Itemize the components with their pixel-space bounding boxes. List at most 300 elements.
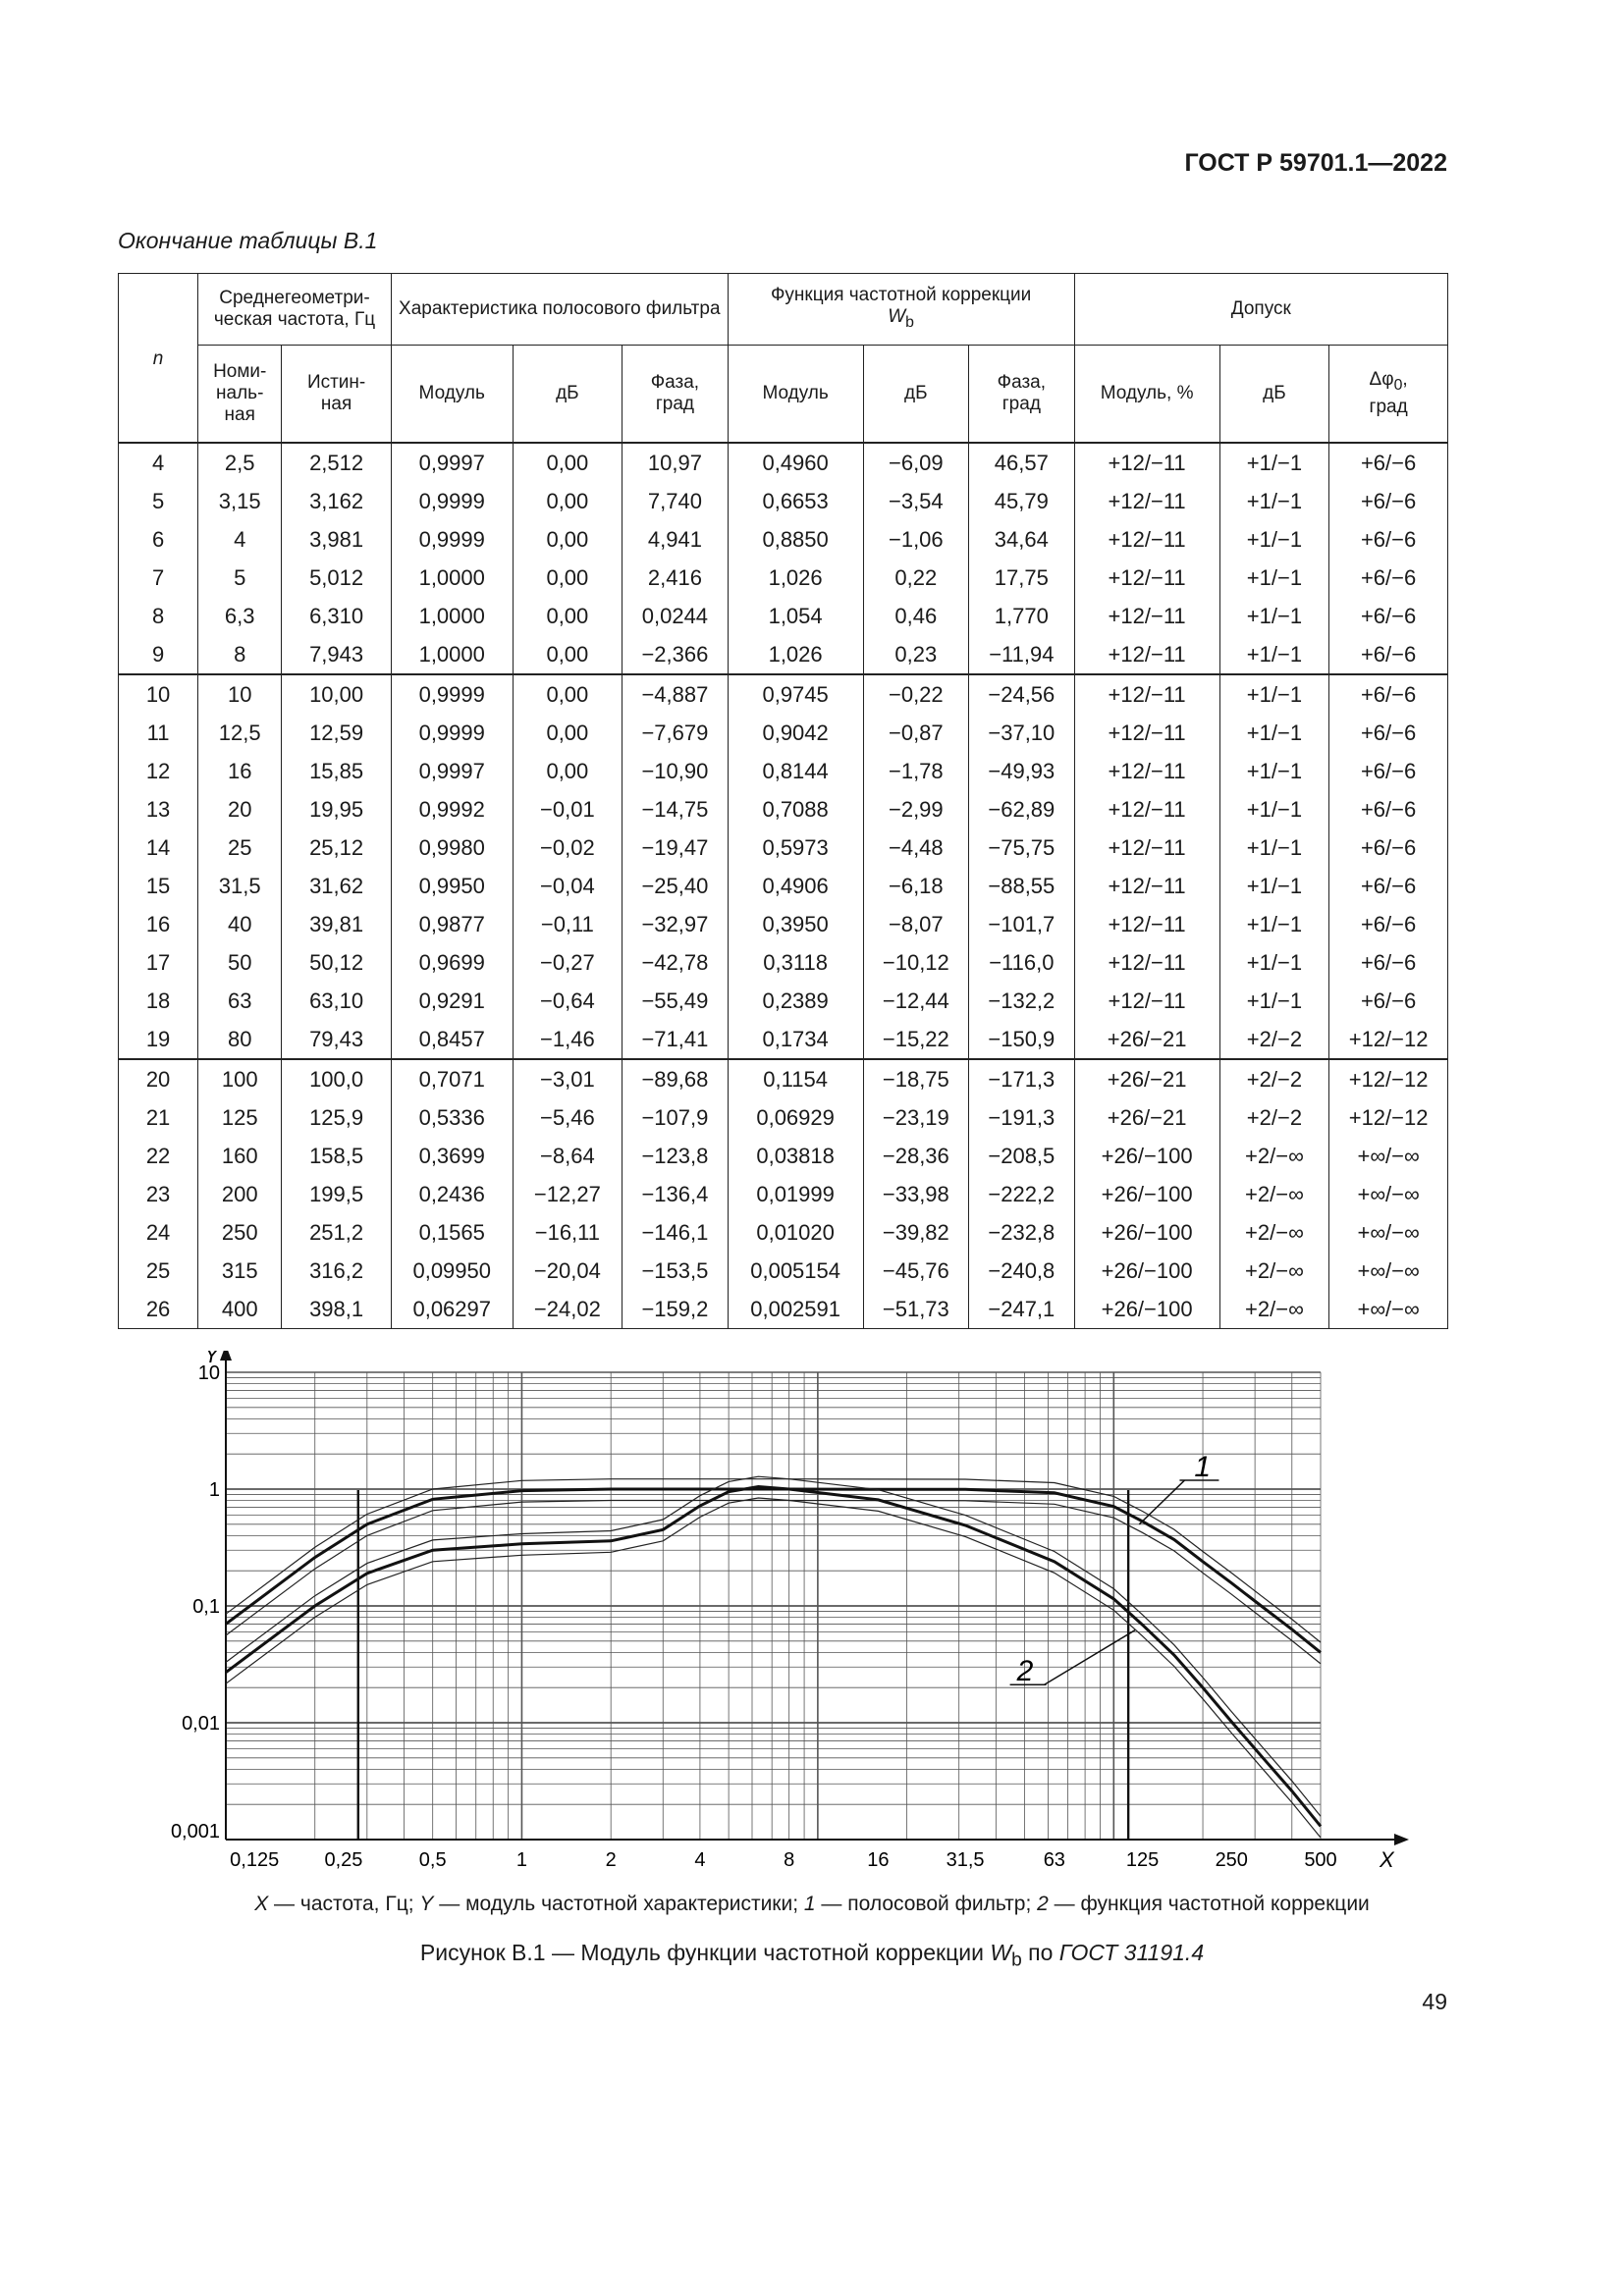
table-cell: −132,2 bbox=[969, 982, 1075, 1020]
table-cell: −42,78 bbox=[623, 943, 729, 982]
figure-caption: Рисунок В.1 — Модуль функции частотной коррекции $W_b$ по ГОСТ 31191.4 bbox=[419, 1940, 1205, 1971]
header-tol-modulus: Модуль, % bbox=[1074, 346, 1219, 444]
header-true: Истин- ная bbox=[282, 346, 392, 444]
figure-legend: X — частота, Гц; Y — модуль частотной характеристики; 1 — полосовой фильтр; 2 — функция частотной коррекции bbox=[254, 1893, 1370, 1915]
table-cell: 26 bbox=[119, 1290, 198, 1329]
table-cell: 0,00 bbox=[513, 597, 623, 635]
table-cell: −8,64 bbox=[513, 1137, 623, 1175]
table-cell: −49,93 bbox=[969, 752, 1075, 790]
table-cell: 0,3699 bbox=[391, 1137, 513, 1175]
table-cell: +1/−1 bbox=[1219, 982, 1329, 1020]
table-cell: 12,5 bbox=[198, 714, 282, 752]
table-cell: 22 bbox=[119, 1137, 198, 1175]
table-cell: 0,8850 bbox=[728, 520, 863, 559]
table-caption: Окончание таблицы В.1 bbox=[118, 228, 378, 253]
table-cell: 100 bbox=[198, 1059, 282, 1098]
header-wb-phase: Фаза, град bbox=[969, 346, 1075, 444]
table-cell: 0,00 bbox=[513, 482, 623, 520]
table-cell: +6/−6 bbox=[1329, 482, 1448, 520]
table-cell: 15,85 bbox=[282, 752, 392, 790]
table-row bbox=[119, 867, 1448, 905]
table-cell: −2,366 bbox=[623, 635, 729, 674]
table-cell: −116,0 bbox=[969, 943, 1075, 982]
table-cell: +12/−11 bbox=[1074, 905, 1219, 943]
x-tick-label: 0,25 bbox=[324, 1849, 363, 1871]
table-cell: 31,62 bbox=[282, 867, 392, 905]
table-cell: −0,87 bbox=[863, 714, 969, 752]
table-cell: 4 bbox=[119, 443, 198, 482]
table-row bbox=[119, 905, 1448, 943]
table-cell: −19,47 bbox=[623, 828, 729, 867]
table-cell: 0,00 bbox=[513, 443, 623, 482]
header-band-modulus: Модуль bbox=[391, 346, 513, 444]
table-cell: 45,79 bbox=[969, 482, 1075, 520]
table-cell: 79,43 bbox=[282, 1020, 392, 1059]
header-bandpass-group: Характеристика полосового фильтра bbox=[391, 274, 728, 346]
table-cell: 31,5 bbox=[198, 867, 282, 905]
table-cell: 0,03818 bbox=[728, 1137, 863, 1175]
table-cell: +26/−21 bbox=[1074, 1059, 1219, 1098]
header-wb-modulus: Модуль bbox=[728, 346, 863, 444]
series-2-lower bbox=[226, 1498, 1321, 1838]
series-1-upper bbox=[226, 1479, 1321, 1642]
table-cell: −1,46 bbox=[513, 1020, 623, 1059]
table-cell: +26/−100 bbox=[1074, 1252, 1219, 1290]
table-cell: +26/−100 bbox=[1074, 1290, 1219, 1329]
table-cell: +1/−1 bbox=[1219, 482, 1329, 520]
table-cell: 50 bbox=[198, 943, 282, 982]
table-cell: +2/−2 bbox=[1219, 1098, 1329, 1137]
header-wb-group: Функция частотной коррекции $W_b$ bbox=[728, 274, 1074, 346]
table-row bbox=[119, 674, 1448, 714]
table-cell: +2/−∞ bbox=[1219, 1290, 1329, 1329]
table-row bbox=[119, 714, 1448, 752]
table-cell: 0,00 bbox=[513, 635, 623, 674]
table-cell: 250 bbox=[198, 1213, 282, 1252]
table-cell: −0,01 bbox=[513, 790, 623, 828]
table-cell: +26/−100 bbox=[1074, 1213, 1219, 1252]
table-cell: 0,9999 bbox=[391, 714, 513, 752]
table-cell: 24 bbox=[119, 1213, 198, 1252]
table-cell: 1,026 bbox=[728, 559, 863, 597]
table-row bbox=[119, 828, 1448, 867]
table-cell: 0,06929 bbox=[728, 1098, 863, 1137]
table-cell: 1,0000 bbox=[391, 635, 513, 674]
table-cell: −33,98 bbox=[863, 1175, 969, 1213]
header-tol-phase: $\Delta\varphi_0$, град bbox=[1329, 346, 1448, 444]
table-cell: 0,46 bbox=[863, 597, 969, 635]
table-cell: +12/−12 bbox=[1329, 1098, 1448, 1137]
table-cell: +1/−1 bbox=[1219, 443, 1329, 482]
x-tick-label: 31,5 bbox=[946, 1849, 985, 1871]
table-cell: −25,40 bbox=[623, 867, 729, 905]
table-cell: 8 bbox=[198, 635, 282, 674]
x-axis-label: X bbox=[1380, 1847, 1394, 1872]
y-tick-label: 0,01 bbox=[182, 1713, 220, 1735]
table-cell: +1/−1 bbox=[1219, 559, 1329, 597]
table-cell: 0,9997 bbox=[391, 443, 513, 482]
table-cell: 0,00 bbox=[513, 752, 623, 790]
table-cell: 3,162 bbox=[282, 482, 392, 520]
table-row bbox=[119, 1213, 1448, 1252]
table-cell: −8,07 bbox=[863, 905, 969, 943]
table-cell: 125,9 bbox=[282, 1098, 392, 1137]
table-cell: +6/−6 bbox=[1329, 828, 1448, 867]
table-cell: 0,1154 bbox=[728, 1059, 863, 1098]
table-cell: +2/−2 bbox=[1219, 1020, 1329, 1059]
table-cell: 5 bbox=[198, 559, 282, 597]
table-cell: +∞/−∞ bbox=[1329, 1290, 1448, 1329]
table-cell: −107,9 bbox=[623, 1098, 729, 1137]
table-cell: +1/−1 bbox=[1219, 790, 1329, 828]
table-cell: 0,002591 bbox=[728, 1290, 863, 1329]
table-cell: +1/−1 bbox=[1219, 597, 1329, 635]
table-cell: +26/−100 bbox=[1074, 1137, 1219, 1175]
table-cell: +1/−1 bbox=[1219, 867, 1329, 905]
table-cell: +6/−6 bbox=[1329, 520, 1448, 559]
table-row bbox=[119, 982, 1448, 1020]
table-cell: −45,76 bbox=[863, 1252, 969, 1290]
x-tick-label: 4 bbox=[694, 1849, 706, 1871]
table-cell: 80 bbox=[198, 1020, 282, 1059]
table-cell: +2/−∞ bbox=[1219, 1137, 1329, 1175]
callout-1-leader bbox=[1139, 1480, 1184, 1524]
series-2-upper bbox=[226, 1476, 1321, 1816]
y-tick-label: 1 bbox=[208, 1479, 220, 1501]
table-cell: 0,9745 bbox=[728, 674, 863, 714]
table-cell: 11 bbox=[119, 714, 198, 752]
table-cell: 23 bbox=[119, 1175, 198, 1213]
table-cell: 0,5336 bbox=[391, 1098, 513, 1137]
table-cell: −153,5 bbox=[623, 1252, 729, 1290]
table-cell: +26/−21 bbox=[1074, 1020, 1219, 1059]
table-cell: +1/−1 bbox=[1219, 520, 1329, 559]
table-cell: 25,12 bbox=[282, 828, 392, 867]
table-cell: 0,9291 bbox=[391, 982, 513, 1020]
table-cell: +6/−6 bbox=[1329, 559, 1448, 597]
table-cell: −1,78 bbox=[863, 752, 969, 790]
table-cell: 1,0000 bbox=[391, 597, 513, 635]
table-cell: +6/−6 bbox=[1329, 943, 1448, 982]
table-cell: +∞/−∞ bbox=[1329, 1137, 1448, 1175]
table-cell: 0,8457 bbox=[391, 1020, 513, 1059]
table-cell: 19,95 bbox=[282, 790, 392, 828]
table-cell: −208,5 bbox=[969, 1137, 1075, 1175]
table-cell: 0,4906 bbox=[728, 867, 863, 905]
table-cell: −222,2 bbox=[969, 1175, 1075, 1213]
table-cell: 0,9980 bbox=[391, 828, 513, 867]
x-tick-label: 0,125 bbox=[230, 1849, 280, 1871]
table-cell: 0,00 bbox=[513, 714, 623, 752]
table-cell: +2/−∞ bbox=[1219, 1252, 1329, 1290]
table-cell: 0,00 bbox=[513, 674, 623, 714]
table-cell: 1,054 bbox=[728, 597, 863, 635]
table-cell: 0,01999 bbox=[728, 1175, 863, 1213]
table-cell: 0,22 bbox=[863, 559, 969, 597]
data-table bbox=[118, 273, 1448, 1329]
table-cell: −6,18 bbox=[863, 867, 969, 905]
table-cell: +12/−11 bbox=[1074, 674, 1219, 714]
table-cell: +12/−11 bbox=[1074, 443, 1219, 482]
table-cell: −146,1 bbox=[623, 1213, 729, 1252]
table-cell: 0,7071 bbox=[391, 1059, 513, 1098]
table-cell: 0,1565 bbox=[391, 1213, 513, 1252]
table-cell: −15,22 bbox=[863, 1020, 969, 1059]
table-cell: 39,81 bbox=[282, 905, 392, 943]
page-number: 49 bbox=[1422, 1989, 1447, 2014]
table-cell: −0,27 bbox=[513, 943, 623, 982]
table-cell: −16,11 bbox=[513, 1213, 623, 1252]
table-cell: 4 bbox=[198, 520, 282, 559]
table-cell: 10 bbox=[119, 674, 198, 714]
table-cell: +12/−11 bbox=[1074, 482, 1219, 520]
table-cell: +6/−6 bbox=[1329, 867, 1448, 905]
table-cell: 10,97 bbox=[623, 443, 729, 482]
table-cell: 16 bbox=[119, 905, 198, 943]
table-cell: −23,19 bbox=[863, 1098, 969, 1137]
table-cell: 18 bbox=[119, 982, 198, 1020]
table-cell: +1/−1 bbox=[1219, 635, 1329, 674]
table-cell: +1/−1 bbox=[1219, 828, 1329, 867]
table-cell: +12/−11 bbox=[1074, 635, 1219, 674]
table-cell: +12/−11 bbox=[1074, 828, 1219, 867]
table-cell: 0,3950 bbox=[728, 905, 863, 943]
table-cell: −240,8 bbox=[969, 1252, 1075, 1290]
table-cell: +12/−11 bbox=[1074, 982, 1219, 1020]
table-cell: 13 bbox=[119, 790, 198, 828]
table-cell: 0,9999 bbox=[391, 674, 513, 714]
table-cell: −28,36 bbox=[863, 1137, 969, 1175]
callout-2: 2 bbox=[1016, 1655, 1034, 1688]
table-cell: 199,5 bbox=[282, 1175, 392, 1213]
header-wb-db: дБ bbox=[863, 346, 969, 444]
table-cell: +6/−6 bbox=[1329, 597, 1448, 635]
y-axis-label: Y bbox=[204, 1351, 219, 1367]
table-cell: −12,44 bbox=[863, 982, 969, 1020]
table-cell: 46,57 bbox=[969, 443, 1075, 482]
table-cell: 1,026 bbox=[728, 635, 863, 674]
x-tick-label: 0,5 bbox=[418, 1849, 447, 1871]
table-cell: −4,887 bbox=[623, 674, 729, 714]
x-axis-arrow bbox=[1394, 1834, 1409, 1845]
x-tick-label: 125 bbox=[1125, 1849, 1160, 1871]
table-cell: 0,4960 bbox=[728, 443, 863, 482]
table-cell: −191,3 bbox=[969, 1098, 1075, 1137]
table-cell: −55,49 bbox=[623, 982, 729, 1020]
table-cell: 17,75 bbox=[969, 559, 1075, 597]
table-cell: −4,48 bbox=[863, 828, 969, 867]
table-cell: +12/−12 bbox=[1329, 1059, 1448, 1098]
table-cell: −10,90 bbox=[623, 752, 729, 790]
table-cell: 398,1 bbox=[282, 1290, 392, 1329]
table-cell: 251,2 bbox=[282, 1213, 392, 1252]
table-cell: −24,02 bbox=[513, 1290, 623, 1329]
table-cell: −136,4 bbox=[623, 1175, 729, 1213]
table-cell: −1,06 bbox=[863, 520, 969, 559]
table-cell: 3,981 bbox=[282, 520, 392, 559]
table-cell: 0,8144 bbox=[728, 752, 863, 790]
table-row bbox=[119, 597, 1448, 635]
y-tick-label: 0,001 bbox=[170, 1821, 220, 1842]
table-cell: 200 bbox=[198, 1175, 282, 1213]
table-cell: 316,2 bbox=[282, 1252, 392, 1290]
table-cell: +12/−12 bbox=[1329, 1020, 1448, 1059]
table-cell: −14,75 bbox=[623, 790, 729, 828]
y-tick-label: 10 bbox=[197, 1362, 220, 1384]
x-tick-label: 1 bbox=[515, 1849, 527, 1871]
table-cell: 5 bbox=[119, 482, 198, 520]
table-cell: −51,73 bbox=[863, 1290, 969, 1329]
table-cell: 9 bbox=[119, 635, 198, 674]
standard-number: ГОСТ Р 59701.1—2022 bbox=[1184, 149, 1447, 177]
table-cell: −71,41 bbox=[623, 1020, 729, 1059]
table-cell: +12/−11 bbox=[1074, 559, 1219, 597]
table-row bbox=[119, 1252, 1448, 1290]
table-cell: 20 bbox=[198, 790, 282, 828]
table-cell: +6/−6 bbox=[1329, 752, 1448, 790]
header-tolerance-group: Допуск bbox=[1074, 274, 1447, 346]
table-cell: −3,01 bbox=[513, 1059, 623, 1098]
table-cell: 0,01020 bbox=[728, 1213, 863, 1252]
table-cell: 21 bbox=[119, 1098, 198, 1137]
table-cell: −150,9 bbox=[969, 1020, 1075, 1059]
chart-svg bbox=[167, 1351, 1414, 1881]
table-cell: 0,9992 bbox=[391, 790, 513, 828]
table-cell: −0,11 bbox=[513, 905, 623, 943]
table-cell: 0,2389 bbox=[728, 982, 863, 1020]
table-cell: 2,416 bbox=[623, 559, 729, 597]
table-cell: +12/−11 bbox=[1074, 520, 1219, 559]
table-cell: −0,64 bbox=[513, 982, 623, 1020]
table-cell: +1/−1 bbox=[1219, 714, 1329, 752]
table-cell: −75,75 bbox=[969, 828, 1075, 867]
table-cell: −10,12 bbox=[863, 943, 969, 982]
table-cell: 4,941 bbox=[623, 520, 729, 559]
x-tick-label: 8 bbox=[784, 1849, 795, 1871]
table-cell: 0,5973 bbox=[728, 828, 863, 867]
table-row bbox=[119, 520, 1448, 559]
table-cell: −159,2 bbox=[623, 1290, 729, 1329]
table-row bbox=[119, 559, 1448, 597]
table-cell: 7,943 bbox=[282, 635, 392, 674]
table-row bbox=[119, 1290, 1448, 1329]
table-cell: −5,46 bbox=[513, 1098, 623, 1137]
header-band-db: дБ bbox=[513, 346, 623, 444]
table-cell: +∞/−∞ bbox=[1329, 1213, 1448, 1252]
table-cell: 7 bbox=[119, 559, 198, 597]
table-cell: 25 bbox=[119, 1252, 198, 1290]
table-cell: +12/−11 bbox=[1074, 752, 1219, 790]
table-cell: 40 bbox=[198, 905, 282, 943]
table-cell: 0,23 bbox=[863, 635, 969, 674]
table-cell: 0,9997 bbox=[391, 752, 513, 790]
table-cell: +12/−11 bbox=[1074, 597, 1219, 635]
table-cell: 3,15 bbox=[198, 482, 282, 520]
table-cell: 0,9042 bbox=[728, 714, 863, 752]
table-cell: −89,68 bbox=[623, 1059, 729, 1098]
table-cell: −6,09 bbox=[863, 443, 969, 482]
header-n: n bbox=[119, 274, 198, 444]
table-cell: +26/−21 bbox=[1074, 1098, 1219, 1137]
table-cell: +12/−11 bbox=[1074, 714, 1219, 752]
table-cell: 0,3118 bbox=[728, 943, 863, 982]
figure-chart bbox=[167, 1351, 1414, 1886]
table-cell: −171,3 bbox=[969, 1059, 1075, 1098]
table-cell: −123,8 bbox=[623, 1137, 729, 1175]
table-cell: +6/−6 bbox=[1329, 905, 1448, 943]
table-row bbox=[119, 482, 1448, 520]
table-cell: −18,75 bbox=[863, 1059, 969, 1098]
y-axis-arrow bbox=[220, 1351, 232, 1361]
table-cell: −0,02 bbox=[513, 828, 623, 867]
table-cell: 12 bbox=[119, 752, 198, 790]
header-tol-db: дБ bbox=[1219, 346, 1329, 444]
x-tick-label: 250 bbox=[1215, 1849, 1248, 1871]
table-cell: 0,7088 bbox=[728, 790, 863, 828]
table-cell: 5,012 bbox=[282, 559, 392, 597]
table-cell: +∞/−∞ bbox=[1329, 1252, 1448, 1290]
table-row bbox=[119, 790, 1448, 828]
table-cell: 16 bbox=[198, 752, 282, 790]
table-cell: 100,0 bbox=[282, 1059, 392, 1098]
table-cell: 20 bbox=[119, 1059, 198, 1098]
table-cell: 0,1734 bbox=[728, 1020, 863, 1059]
table-cell: −232,8 bbox=[969, 1213, 1075, 1252]
table-row bbox=[119, 1098, 1448, 1137]
table-cell: +26/−100 bbox=[1074, 1175, 1219, 1213]
table-cell: +2/−∞ bbox=[1219, 1175, 1329, 1213]
table-cell: 8 bbox=[119, 597, 198, 635]
table-cell: +6/−6 bbox=[1329, 714, 1448, 752]
table-cell: −32,97 bbox=[623, 905, 729, 943]
table-cell: +6/−6 bbox=[1329, 790, 1448, 828]
table-cell: 25 bbox=[198, 828, 282, 867]
header-band-phase: Фаза, град bbox=[623, 346, 729, 444]
table-cell: 2,5 bbox=[198, 443, 282, 482]
table-cell: +1/−1 bbox=[1219, 905, 1329, 943]
table-cell: 7,740 bbox=[623, 482, 729, 520]
header-frequency-group: Среднегеометри- ческая частота, Гц bbox=[198, 274, 392, 346]
table-cell: 0,005154 bbox=[728, 1252, 863, 1290]
table-cell: +2/−2 bbox=[1219, 1059, 1329, 1098]
table-row bbox=[119, 443, 1448, 482]
table-cell: +6/−6 bbox=[1329, 674, 1448, 714]
table-cell: −101,7 bbox=[969, 905, 1075, 943]
x-tick-label: 63 bbox=[1043, 1849, 1065, 1871]
table-cell: 0,00 bbox=[513, 520, 623, 559]
table-cell: +2/−∞ bbox=[1219, 1213, 1329, 1252]
table-row bbox=[119, 1137, 1448, 1175]
table-cell: 10 bbox=[198, 674, 282, 714]
table-cell: +12/−11 bbox=[1074, 867, 1219, 905]
table-cell: −247,1 bbox=[969, 1290, 1075, 1329]
table-row bbox=[119, 752, 1448, 790]
table-cell: 19 bbox=[119, 1020, 198, 1059]
x-tick-label: 2 bbox=[605, 1849, 617, 1871]
table-cell: 10,00 bbox=[282, 674, 392, 714]
table-cell: 0,00 bbox=[513, 559, 623, 597]
table-cell: 34,64 bbox=[969, 520, 1075, 559]
table-cell: 6,3 bbox=[198, 597, 282, 635]
table-cell: 315 bbox=[198, 1252, 282, 1290]
table-cell: +6/−6 bbox=[1329, 635, 1448, 674]
table-cell: +6/−6 bbox=[1329, 443, 1448, 482]
callout-2-leader bbox=[1045, 1630, 1135, 1685]
table-cell: +12/−11 bbox=[1074, 790, 1219, 828]
x-tick-label: 500 bbox=[1304, 1849, 1337, 1871]
table-cell: 0,9999 bbox=[391, 520, 513, 559]
table-cell: −0,04 bbox=[513, 867, 623, 905]
